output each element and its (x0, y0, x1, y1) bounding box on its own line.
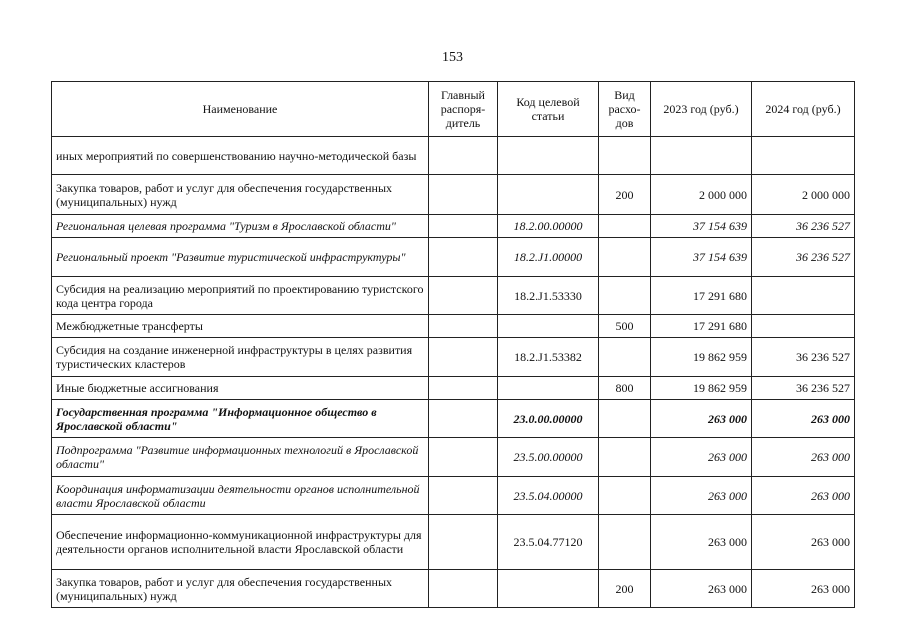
cell-2023: 263 000 (651, 438, 752, 477)
cell-code: 18.2.J1.53382 (498, 338, 599, 377)
cell-code: 23.5.00.00000 (498, 438, 599, 477)
cell-glavny (429, 515, 498, 570)
table-row (52, 477, 855, 515)
cell-vid (599, 238, 651, 277)
cell-2024: 263 000 (752, 570, 855, 608)
header-2023: 2023 год (руб.) (651, 82, 752, 137)
cell-2024 (752, 277, 855, 315)
budget-table (51, 81, 855, 608)
cell-code (498, 137, 599, 175)
cell-2024: 36 236 527 (752, 238, 855, 277)
cell-name: Координация информатизации деятельности органов исполнительной власти Ярославской области (52, 477, 429, 515)
cell-2024: 2 000 000 (752, 175, 855, 215)
table-row (52, 377, 855, 400)
cell-code: 18.2.J1.00000 (498, 238, 599, 277)
table-row (52, 338, 855, 377)
cell-2023: 17 291 680 (651, 315, 752, 338)
cell-glavny (429, 238, 498, 277)
cell-code: 18.2.00.00000 (498, 215, 599, 238)
table-row (52, 137, 855, 175)
cell-vid: 800 (599, 377, 651, 400)
cell-2024: 263 000 (752, 400, 855, 438)
cell-vid (599, 137, 651, 175)
cell-2023: 263 000 (651, 400, 752, 438)
table-row (52, 515, 855, 570)
cell-vid (599, 477, 651, 515)
cell-name: Подпрограмма "Развитие информационных технологий в Ярославской области" (52, 438, 429, 477)
cell-code (498, 570, 599, 608)
cell-2023: 19 862 959 (651, 338, 752, 377)
cell-name: Закупка товаров, работ и услуг для обеспечения государственных (муниципальных) нужд (52, 175, 429, 215)
cell-vid (599, 215, 651, 238)
cell-code (498, 377, 599, 400)
cell-name: Субсидия на создание инженерной инфраструктуры в целях развития туристических кластеров (52, 338, 429, 377)
table-body (52, 137, 855, 608)
cell-vid (599, 438, 651, 477)
cell-2023: 19 862 959 (651, 377, 752, 400)
cell-glavny (429, 277, 498, 315)
cell-2023: 263 000 (651, 570, 752, 608)
cell-name: Государственная программа "Информационное общество в Ярославской области" (52, 400, 429, 438)
cell-vid (599, 277, 651, 315)
cell-2023: 17 291 680 (651, 277, 752, 315)
cell-2024: 36 236 527 (752, 338, 855, 377)
table-row (52, 215, 855, 238)
cell-name: Иные бюджетные ассигнования (52, 377, 429, 400)
cell-code: 18.2.J1.53330 (498, 277, 599, 315)
table-row (52, 570, 855, 608)
cell-glavny (429, 137, 498, 175)
cell-2023 (651, 137, 752, 175)
page-number: 153 (442, 50, 463, 65)
cell-vid (599, 338, 651, 377)
cell-vid (599, 515, 651, 570)
cell-code: 23.5.04.00000 (498, 477, 599, 515)
cell-2024: 36 236 527 (752, 215, 855, 238)
cell-2023: 263 000 (651, 515, 752, 570)
cell-glavny (429, 570, 498, 608)
cell-2024 (752, 137, 855, 175)
cell-name: Закупка товаров, работ и услуг для обеспечения государственных (муниципальных) нужд (52, 570, 429, 608)
header-glavny: Главный распоря-дитель (429, 82, 498, 137)
header-2024: 2024 год (руб.) (752, 82, 855, 137)
header-row (52, 82, 855, 137)
cell-2024: 263 000 (752, 515, 855, 570)
cell-name: иных мероприятий по совершенствованию научно-методической базы (52, 137, 429, 175)
cell-vid: 200 (599, 175, 651, 215)
cell-code: 23.0.00.00000 (498, 400, 599, 438)
cell-2023: 263 000 (651, 477, 752, 515)
cell-glavny (429, 377, 498, 400)
table-row (52, 277, 855, 315)
cell-name: Региональная целевая программа "Туризм в Ярославской области" (52, 215, 429, 238)
cell-name: Межбюджетные трансферты (52, 315, 429, 338)
cell-vid: 200 (599, 570, 651, 608)
cell-name: Обеспечение информационно-коммуникационной инфраструктуры для деятельности органов исполнительной власти Ярославской области (52, 515, 429, 570)
table-row (52, 438, 855, 477)
cell-glavny (429, 215, 498, 238)
cell-2024: 36 236 527 (752, 377, 855, 400)
cell-2024: 263 000 (752, 438, 855, 477)
cell-2024: 263 000 (752, 477, 855, 515)
cell-name: Субсидия на реализацию мероприятий по проектированию туристского кода центра города (52, 277, 429, 315)
cell-2023: 37 154 639 (651, 238, 752, 277)
cell-glavny (429, 315, 498, 338)
cell-vid: 500 (599, 315, 651, 338)
cell-glavny (429, 400, 498, 438)
cell-name: Региональный проект "Развитие туристической инфраструктуры" (52, 238, 429, 277)
header-vid: Вид расхо-дов (599, 82, 651, 137)
header-code: Код целевой статьи (498, 82, 599, 137)
cell-code (498, 175, 599, 215)
table-row (52, 400, 855, 438)
cell-glavny (429, 438, 498, 477)
cell-2023: 37 154 639 (651, 215, 752, 238)
cell-2023: 2 000 000 (651, 175, 752, 215)
table-row (52, 315, 855, 338)
table-row (52, 175, 855, 215)
cell-2024 (752, 315, 855, 338)
cell-code (498, 315, 599, 338)
header-name: Наименование (52, 82, 429, 137)
cell-glavny (429, 477, 498, 515)
cell-glavny (429, 175, 498, 215)
cell-code: 23.5.04.77120 (498, 515, 599, 570)
cell-vid (599, 400, 651, 438)
cell-glavny (429, 338, 498, 377)
table-row (52, 238, 855, 277)
